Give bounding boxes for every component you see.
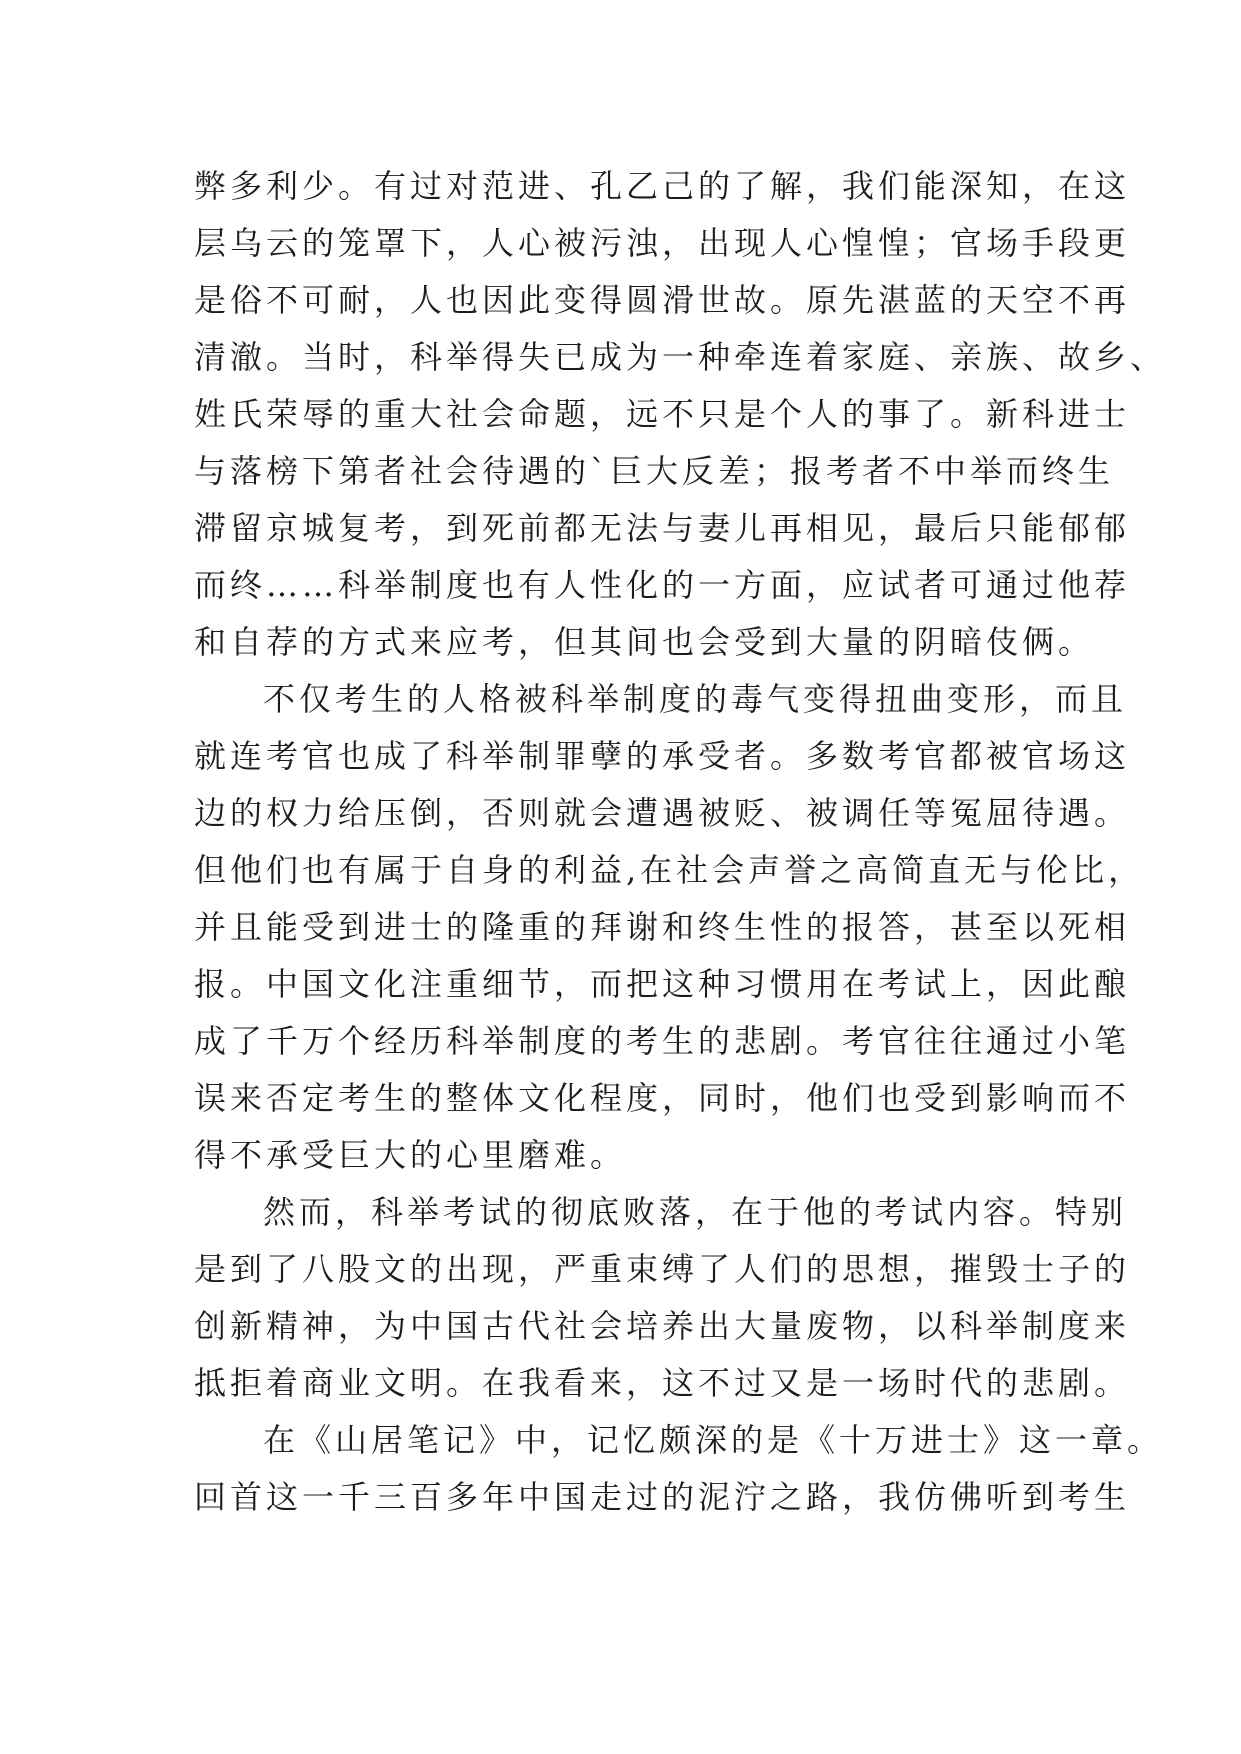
text-line: 姓氏荣辱的重大社会命题，远不只是个人的事了。新科进士 — [194, 395, 1131, 433]
paragraph-start-line: 在《山居笔记》中，记忆颇深的是《十万进士》这一章。 — [263, 1421, 1164, 1459]
text-line: 抵拒着商业文明。在我看来，这不过又是一场时代的悲剧。 — [194, 1364, 1131, 1402]
text-line: 并且能受到进士的隆重的拜谢和终生性的报答，甚至以死相 — [194, 908, 1131, 946]
text-line: 清澈。当时，科举得失已成为一种牵连着家庭、亲族、故乡、 — [194, 338, 1167, 376]
paragraph-start-line: 然而，科举考试的彻底败落，在于他的考试内容。特别 — [263, 1193, 1128, 1231]
text-line: 创新精神，为中国古代社会培养出大量废物，以科举制度来 — [194, 1307, 1131, 1345]
text-line: 边的权力给压倒，否则就会遭遇被贬、被调任等冤屈待遇。 — [194, 794, 1131, 832]
text-line: 误来否定考生的整体文化程度，同时，他们也受到影响而不 — [194, 1079, 1131, 1117]
text-line: 但他们也有属于自身的利益,在社会声誉之高简直无与伦比， — [194, 851, 1145, 889]
text-line: 回首这一千三百多年中国走过的泥泞之路，我仿佛听到考生 — [194, 1478, 1131, 1516]
text-line: 得不承受巨大的心里磨难。 — [194, 1136, 627, 1174]
text-line: 层乌云的笼罩下，人心被污浊，出现人心惶惶；官场手段更 — [194, 224, 1131, 262]
text-line: 与落榜下第者社会待遇的`巨大反差；报考者不中举而终生 — [194, 452, 1115, 490]
text-line: 成了千万个经历科举制度的考生的悲剧。考官往往通过小笔 — [194, 1022, 1131, 1060]
text-line: 和自荐的方式来应考，但其间也会受到大量的阴暗伎俩。 — [194, 623, 1095, 661]
text-line: 就连考官也成了科举制罪孽的承受者。多数考官都被官场这 — [194, 737, 1131, 775]
text-line: 是到了八股文的出现，严重束缚了人们的思想，摧毁士子的 — [194, 1250, 1131, 1288]
text-line: 弊多利少。有过对范进、孔乙己的了解，我们能深知，在这 — [194, 167, 1131, 205]
text-line: 滞留京城复考，到死前都无法与妻儿再相见，最后只能郁郁 — [194, 509, 1131, 547]
text-line: 而终……科举制度也有人性化的一方面，应试者可通过他荐 — [194, 566, 1131, 604]
text-line: 报。中国文化注重细节，而把这种习惯用在考试上，因此酿 — [194, 965, 1131, 1003]
body-text — [194, 158, 1167, 1526]
text-line: 是俗不可耐，人也因此变得圆滑世故。原先湛蓝的天空不再 — [194, 281, 1131, 319]
paragraph-start-line: 不仅考生的人格被科举制度的毒气变得扭曲变形，而且 — [263, 680, 1128, 718]
